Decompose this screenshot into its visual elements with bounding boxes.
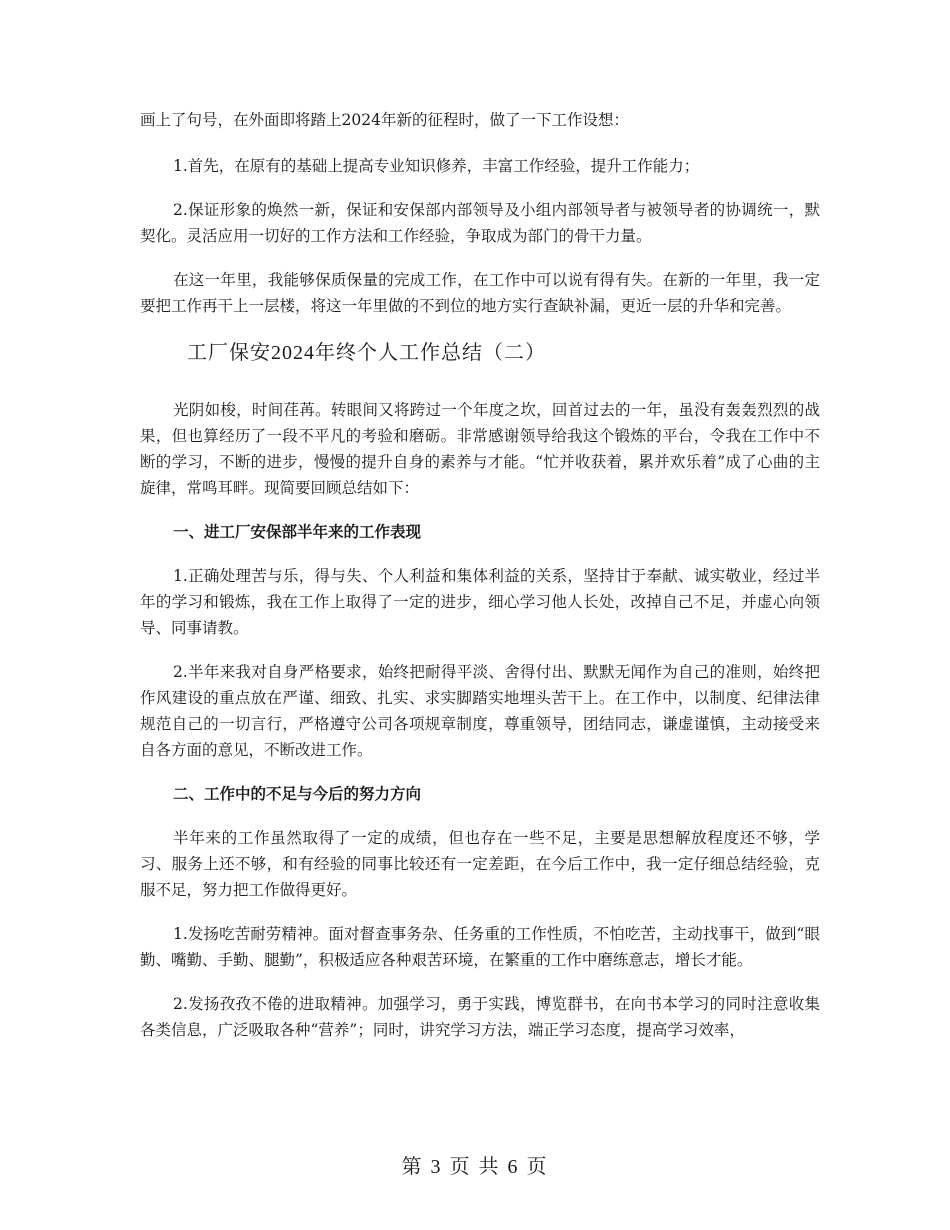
document-body	[140, 107, 820, 1061]
performance-item-2: 2.半年来我对自身严格要求，始终把耐得平淡、舍得付出、默默无闻作为自己的准则，始终把作风建设的重点放在严谨、细致、扎实、求实脚踏实地埋头苦干上。在工作中，以制度、纪律法律规范自己的一切言行，严格遵守公司各项规章制度，尊重领导，团结同志，谦虚谨慎，主动接受来自各方面的意见，不断改进工作。	[140, 663, 820, 759]
section-title: 工厂保安2024年终个人工作总结（二）	[187, 342, 546, 364]
direction-item-1: 1.发扬吃苦耐劳精神。面对督查事务杂、任务重的工作性质，不怕吃苦，主动找事干，做到“眼勤、嘴勤、手勤、腿勤”，积极适应各种艰苦环境，在繁重的工作中磨练意志，增长才能。	[140, 925, 820, 969]
heading-shortcomings: 二、工作中的不足与今后的努力方向	[173, 784, 422, 803]
shortcomings-paragraph: 半年来的工作虽然取得了一定的成绩，但也存在一些不足，主要是思想解放程度还不够，学习、服务上还不够，和有经验的同事比较还有一定差距，在今后工作中，我一定仔细总结经验，克服不足，努力把工作做得更好。	[140, 829, 820, 899]
plan-item-2: 2.保证形象的焕然一新，保证和安保部内部领导及小组内部领导者与被领导者的协调统一，默契化。灵活应用一切好的工作方法和工作经验，争取成为部门的骨干力量。	[140, 201, 820, 245]
page-number-footer: 第 3 页 共 6 页	[401, 1156, 549, 1178]
closing-paragraph: 在这一年里，我能够保质保量的完成工作，在工作中可以说有得有失。在新的一年里，我一定要把工作再干上一层楼，将这一年里做的不到位的地方实行查缺补漏，更近一层的升华和完善。	[140, 271, 820, 315]
plan-item-1: 1.首先，在原有的基础上提高专业知识修养，丰富工作经验，提升工作能力；	[173, 157, 700, 175]
heading-work-performance: 一、进工厂安保部半年来的工作表现	[173, 522, 422, 541]
paragraph-continuation: 画上了句号，在外面即将踏上2024年新的征程时，做了一下工作设想：	[140, 111, 629, 129]
direction-item-2: 2.发扬孜孜不倦的进取精神。加强学习，勇于实践，博览群书，在向书本学习的同时注意收集各类信息，广泛吸取各种“营养”；同时，讲究学习方法，端正学习态度，提高学习效率，	[140, 995, 820, 1039]
intro-paragraph: 光阴如梭，时间荏苒。转眼间又将跨过一个年度之坎，回首过去的一年，虽没有轰轰烈烈的战果，但也算经历了一段不平凡的考验和磨砺。非常感谢领导给我这个锻炼的平台，令我在工作中不断的学习，不断的进步，慢慢的提升自身的素养与才能。“忙并收获着，累并欢乐着”成了心曲的主旋律，常鸣耳畔。现简要回顾总结如下：	[140, 401, 820, 497]
performance-item-1: 1.正确处理苦与乐，得与失、个人利益和集体利益的关系，坚持甘于奉献、诚实敬业，经过半年的学习和锻炼，我在工作上取得了一定的进步，细心学习他人长处，改掉自己不足，并虚心向领导、同事请教。	[140, 567, 820, 637]
